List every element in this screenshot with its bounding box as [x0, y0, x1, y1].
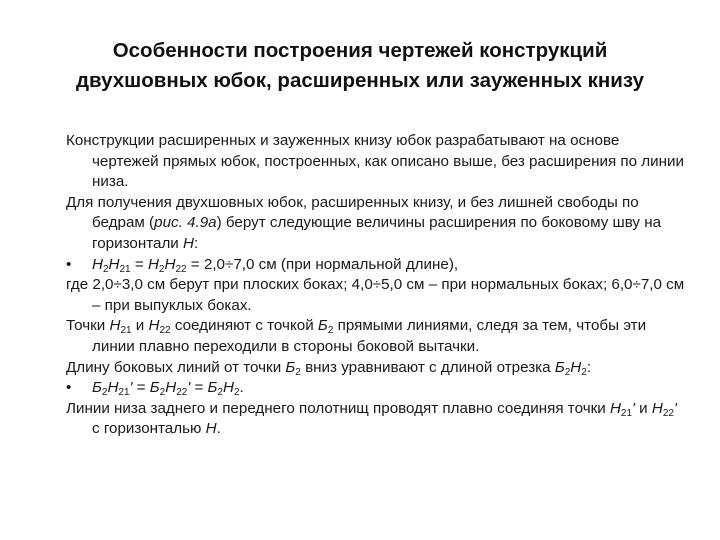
title-line-1: Особенности построения чертежей конструкций	[112, 39, 608, 62]
paragraph-2: Для получения двухшовных юбок, расширенных книзу, и без лишней свободы по бедрам (рис. 4.9а) берут следующие величины расширения по боковому шву на горизонтали Н:	[66, 193, 662, 252]
bullet-marker: •	[66, 255, 72, 273]
paragraph-3: где 2,0÷3,0 см берут при плоских боках; 4,0÷5,0 см – при нормальных боках; 6,0÷7,0 см – при выпуклых боках.	[66, 276, 685, 314]
paragraph-5: Длину боковых линий от точки $Б_2$ вниз уравнивают с длиной отрезка $Б_2Н_2$:	[66, 358, 592, 378]
paragraph-4: Точки $Н_{21}$ и $Н_{22}$ соединяют с точкой $Б_2$ прямыми линиями, следя за тем, чтобы эти линии плавно переходили в стороны боковой вытачки.	[66, 317, 647, 355]
slide-title	[40, 36, 680, 96]
title-line-2: двухшовных юбок, расширенных или зауженных книзу	[76, 69, 644, 92]
paragraph-1: Конструкции расширенных и зауженных книзу юбок разрабатывают на основе чертежей прямых юбок, построенных, как описано выше, без расширения по линии низа.	[66, 132, 685, 191]
bullet-item-2: • $Б_2Н_{21}' = Б_2Н_{22}' = Б_2Н_2$.	[66, 379, 244, 399]
paragraph-6: Линии низа заднего и переднего полотнищ проводят плавно соединяя точки $Н_{21}'$ и $Н_{22}'$ с горизонталью Н.	[66, 399, 677, 438]
slide-body	[66, 131, 686, 440]
figure-reference: рис. 4.9а	[154, 214, 217, 232]
bullet-item-1: • $Н_2Н_{21} = Н_2Н_{22} = 2,0\div 7,0$ см (при нормальной длине),	[66, 255, 459, 275]
bullet-marker: •	[66, 379, 72, 397]
